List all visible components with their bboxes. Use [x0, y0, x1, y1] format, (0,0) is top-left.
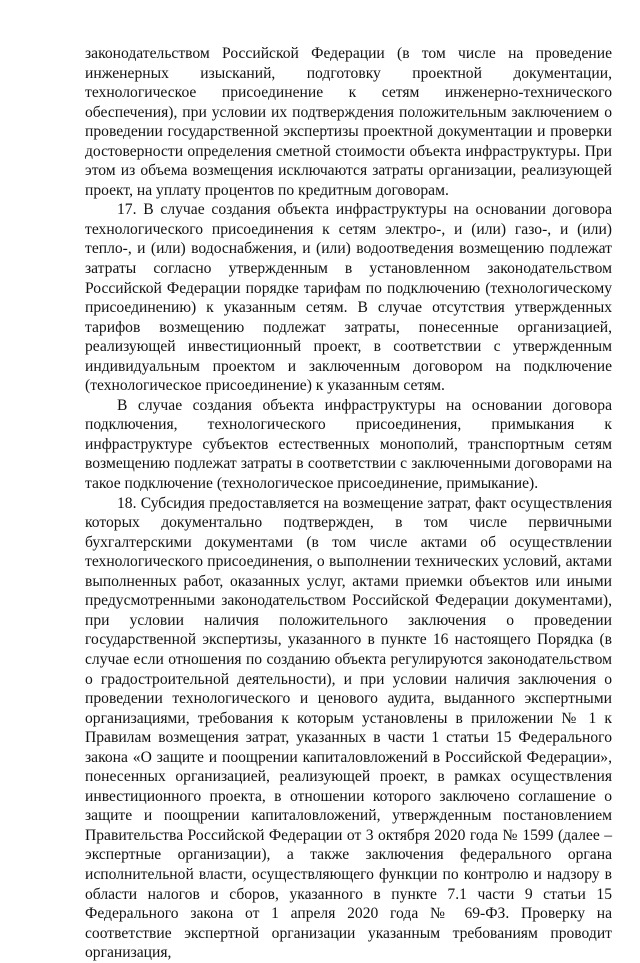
paragraph-item-18: 18. Субсидия предоставляется на возмещение затрат, факт осуществления которых документально подтвержден, в том числе первичными бухгалтерскими документами (в том числе актами об осуществлении технологического присоединения, о выполнении технических условий, актами выполненных работ, оказанных услуг, актами приемки объектов или иными предусмотренными законодательством Российской Федерации документами), при условии наличия положительного заключения о проведении государственной экспертизы, указанного в пункте 16 настоящего Порядка (в случае если отношения по созданию объекта регулируются законодательством о градостроительной деятельности), и при условии наличия заключения о проведении технологического и ценового аудита, выданного экспертными организациями, требования к которым установлены в приложении № 1 к Правилам возмещения затрат, указанных в части 1 статьи 15 Федерального закона «О защите и поощрении капиталовложений в Российской Федерации», понесенных организацией, реализующей проект, в рамках осуществления инвестиционного проекта, в отношении которого заключено соглашение о защите и поощрении капиталовложений, утвержденным постановлением Правительства Российской Федерации от 3 октября 2020 года № 1599 (далее – экспертные организации), а также заключения федерального органа исполнительной власти, осуществляющего функции по контролю и надзору в области налогов и сборов, указанного в пункте 7.1 части 9 статьи 15 Федерального закона от 1 апреля 2020 года № 69-ФЗ. Проверку на соответствие экспертной организации указанным требованиям проводит организация, — [85, 494, 612, 962]
paragraph-connection-infrastructure: В случае создания объекта инфраструктуры на основании договора подключения, технологического присоединения, примыкания к инфраструктуре субъектов естественных монополий, транспортным сетям возмещению подлежат затраты в соответствии с заключенными договорами на такое подключение (технологическое присоединение, примыкание). — [85, 396, 612, 493]
paragraph-continuation: законодательством Российской Федерации (в том числе на проведение инженерных изысканий, подготовку проектной документации, технологическое присоединение к сетям инженерно-технического обеспечения), при условии их подтверждения положительным заключением о проведении государственной экспертизы проектной документации и проверки достоверности определения сметной стоимости объекта инфраструктуры. При этом из объема возмещения исключаются затраты организации, реализующей проект, на уплату процентов по кредитным договорам. — [85, 45, 612, 199]
paragraph-item-17: 17. В случае создания объекта инфраструктуры на основании договора технологического присоединения к сетям электро-, и (или) газо-, и (или) тепло-, и (или) водоснабжения, и (или) водоотведения возмещению подлежат затраты согласно утвержденным в установленном законодательством Российской Федерации порядке тарифам по подключению (технологическому присоединению) к указанным сетям. В случае отсутствия утвержденных тарифов возмещению подлежат затраты, понесенные организацией, реализующей инвестиционный проект, в соответствии с утвержденным индивидуальным проектом и заключенным договором на подключение (технологическое присоединение) к указанным сетям. — [85, 201, 612, 395]
document-body — [85, 44, 612, 963]
